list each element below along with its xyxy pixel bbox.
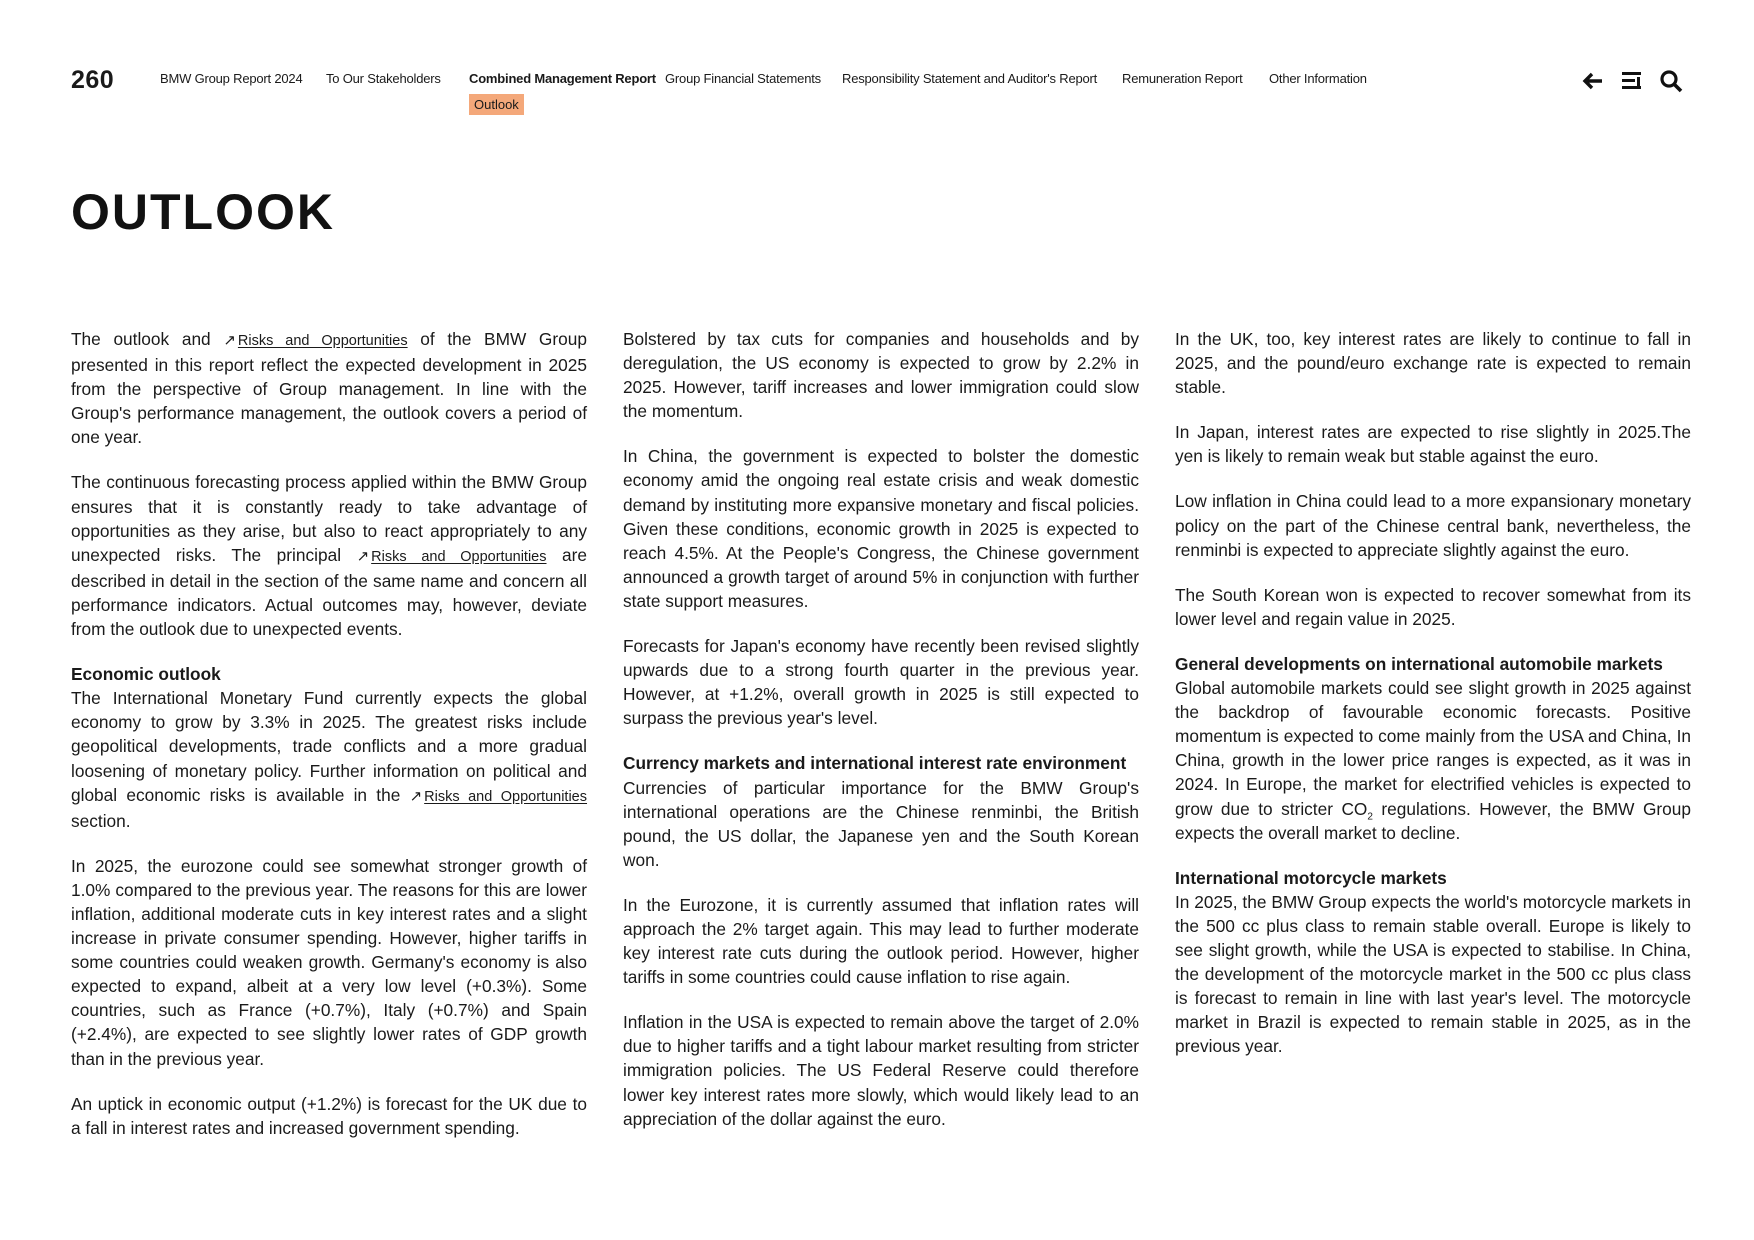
paragraph [71, 686, 587, 833]
nav-item-group-financial-statements[interactable]: Group Financial Statements [665, 71, 821, 86]
nav-item-combined-management-report[interactable]: Combined Management Report [469, 71, 656, 86]
paragraph-text: section. [71, 810, 131, 831]
paragraph: The South Korean won is expected to recover somewhat from its lower level and regain value in 2025. [1175, 584, 1691, 629]
paragraph: In the Eurozone, it is currently assumed that inflation rates will approach the 2% target again. This may lead to further moderate key interest rate cuts during the outlook period. However, higher tariffs in some countries could cause inflation to rise again. [623, 894, 1139, 988]
paragraph-text: The International Monetary Fund currently expects the global economy to grow by 3.3% in 2025. The greatest risks include geopolitical developments, trade conflicts and a more gradual loosening of monetary policy. Further information on political and global economic risks is available in the [71, 688, 587, 805]
paragraph-text: The continuous forecasting process applied within the BMW Group ensures that it is constantly ready to take advantage of opportunities as they arise, but also to react appropriately to any unexpected risks. The principal [71, 472, 587, 565]
risks-opportunities-link[interactable] [410, 789, 587, 805]
section-heading-currency-markets: Currency markets and international interest rate environment [623, 753, 1127, 774]
back-arrow-icon[interactable] [1580, 68, 1606, 94]
section-heading-economic-outlook: Economic outlook [71, 664, 221, 685]
paragraph [1175, 676, 1691, 845]
nav-item-bmw-group-report[interactable]: BMW Group Report 2024 [160, 71, 303, 86]
paragraph-text: The outlook and [71, 329, 211, 349]
nav-item-to-our-stakeholders[interactable]: To Our Stakeholders [326, 71, 441, 86]
subscript: 2 [1367, 810, 1373, 822]
paragraph: An uptick in economic output (+1.2%) is forecast for the UK due to a fall in interest rates and increased government spending. [71, 1093, 587, 1138]
sub-tab-outlook[interactable]: Outlook [469, 94, 524, 115]
link-label: Risks and Opportunities [371, 548, 547, 565]
paragraph-text: Global automobile markets could see slight growth in 2025 against the backdrop of favourable economic forecasts. Positive momentum is expected to come mainly from the USA and China, In China, growth in the lower price ranges is expected, as it was in 2024. In Europe, the market for electrified vehicles is expected to grow due to stricter CO [1175, 678, 1691, 819]
page-number: 260 [71, 66, 115, 94]
nav-item-responsibility-statement[interactable]: Responsibility Statement and Auditor's Report [842, 71, 1098, 86]
link-arrow-icon: ↗ [356, 547, 370, 565]
paragraph: Forecasts for Japan's economy have recently been revised slightly upwards due to a strong fourth quarter in the previous year. However, at +1.2%, overall growth in 2025 is still expected to surpass the previous year's level. [623, 636, 1139, 729]
paragraph: In 2025, the eurozone could see somewhat stronger growth of 1.0% compared to the previous year. The reasons for this are lower inflation, additional moderate cuts in key interest rates and a slight increase in private consumer spending. However, higher tariffs in some countries could weaken growth. Germany's economy is also expected to expand, albeit at a very low level (+0.3%). Some countries, such as France (+0.7%), Italy (+0.7%) and Spain (+2.4%), are expected to see slightly lower rates of GDP growth than in the previous year. [71, 855, 587, 1069]
contents-menu-icon[interactable] [1619, 68, 1645, 94]
search-icon[interactable] [1658, 68, 1684, 94]
section-heading-automobile-markets: General developments on international automobile markets [1175, 653, 1663, 674]
paragraph: Inflation in the USA is expected to remain above the target of 2.0% due to higher tariffs and a tight labour market resulting from stricter immigration policies. The US Federal Reserve could therefore lower key interest rates more slowly, which would likely lead to an appreciation of the dollar against the euro. [623, 1012, 1139, 1129]
nav-item-remuneration-report[interactable]: Remuneration Report [1122, 71, 1243, 86]
paragraph: In Japan, interest rates are expected to rise slightly in 2025.The yen is likely to remain weak but stable against the euro. [1175, 422, 1691, 467]
page-title: OUTLOOK [71, 184, 335, 240]
paragraph-text: regulations. However, the BMW Group expects the overall market to decline. [1175, 798, 1691, 843]
paragraph: In China, the government is expected to bolster the domestic economy amid the ongoing real estate crisis and weak domestic demand by instituting more expansive monetary and fiscal policies. Given these conditions, economic growth in 2025 is expected to reach 4.5%. At the People's Congress, the Chinese government announced a growth target of around 5% in conjunction with further state support measures. [623, 446, 1139, 611]
text-column-1 [71, 327, 587, 1161]
paragraph: Bolstered by tax cuts for companies and households and by deregulation, the US economy is expected to grow by 2.2% in 2025. However, tariff increases and lower immigration could slow the momentum. [623, 329, 1139, 422]
link-label: Risks and Opportunities [424, 788, 588, 805]
risks-opportunities-link[interactable] [357, 549, 547, 565]
text-column-3 [1175, 327, 1691, 1079]
paragraph-text: are described in detail in the section of the same name and concern all performance indicators. Actual outcomes may, however, deviate from the outlook due to unexpected events. [71, 544, 587, 640]
link-label: Risks and Opportunities [237, 333, 408, 349]
paragraph: Currencies of particular importance for the BMW Group's international operations are the Chinese renminbi, the British pound, the US dollar, the Japanese yen and the South Korean won. [623, 777, 1139, 870]
toolbar [1580, 68, 1690, 94]
paragraph: Low inflation in China could lead to a more expansionary monetary policy on the part of the Chinese central bank, nevertheless, the renminbi is expected to appreciate slightly against the euro. [1175, 491, 1691, 560]
paragraph: In 2025, the BMW Group expects the world's motorcycle markets in the 500 cc plus class to remain stable overall. Europe is likely to see slight growth, while the USA is expected to stabilise. In China, the development of the motorcycle market in the 500 cc plus class is forecast to remain in line with last year's level. The motorcycle market in Brazil is expected to remain stable in 2025, as in the previous year. [1175, 891, 1691, 1057]
risks-opportunities-link[interactable] [223, 333, 407, 349]
text-column-2 [623, 327, 1139, 1152]
paragraph [71, 470, 587, 641]
paragraph-text: of the BMW Group presented in this report reflect the expected development in 2025 from the perspective of Group management. In line with the Group's performance management, the outlook covers a period of one year. [71, 329, 587, 448]
paragraph: In the UK, too, key interest rates are likely to continue to fall in 2025, and the pound/euro exchange rate is expected to remain stable. [1175, 329, 1691, 398]
section-heading-motorcycle-markets: International motorcycle markets [1175, 867, 1447, 888]
nav-item-other-information[interactable]: Other Information [1269, 71, 1367, 86]
link-arrow-icon: ↗ [409, 787, 423, 805]
paragraph [71, 327, 587, 449]
link-arrow-icon: ↗ [223, 332, 236, 349]
